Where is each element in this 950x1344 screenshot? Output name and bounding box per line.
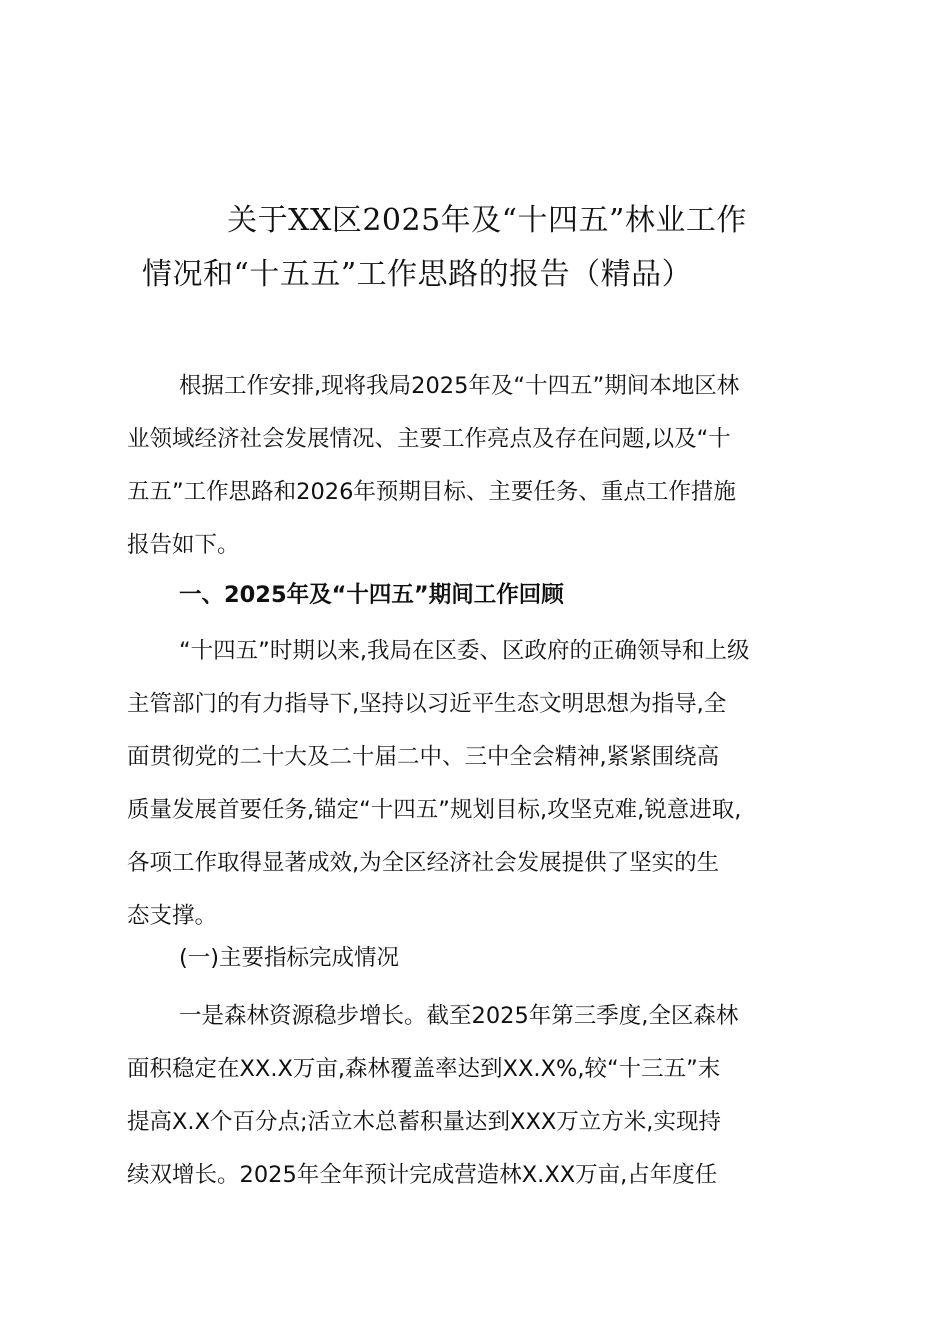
paragraph-line: 面积稳定在XX.X万亩,森林覆盖率达到XX.X%,较“十三五”末 (127, 1056, 721, 1082)
paragraph-line: 五五”工作思路和2026年预期目标、主要任务、重点工作措施 (127, 479, 736, 505)
paragraph-line: 报告如下。 (127, 532, 240, 558)
paragraph-line: “十四五”时期以来,我局在区委、区政府的正确领导和上级 (179, 638, 750, 664)
intro-paragraph (127, 360, 827, 572)
review-paragraph (127, 625, 827, 943)
forest-paragraph (127, 990, 827, 1202)
subsection-heading: (一)主要指标完成情况 (179, 945, 400, 971)
paragraph-line: 根据工作安排,现将我局2025年及“十四五”期间本地区林 (179, 373, 740, 399)
section-heading: 一、2025年及“十四五”期间工作回顾 (179, 582, 564, 608)
document-title-line-1: 关于XX区2025年及“十四五”林业工作 (227, 203, 747, 238)
paragraph-line: 续双增长。2025年全年预计完成营造林X.XX万亩,占年度任 (127, 1162, 718, 1188)
paragraph-line: 面贯彻党的二十大及二十届二中、三中全会精神,紧紧围绕高 (127, 744, 720, 770)
document-title-line-2: 情况和“十五五”工作思路的报告（精品） (142, 257, 693, 292)
paragraph-line: 态支撑。 (127, 903, 218, 929)
paragraph-line: 各项工作取得显著成效,为全区经济社会发展提供了坚实的生 (127, 850, 720, 876)
paragraph-line: 业领域经济社会发展情况、主要工作亮点及存在问题,以及“十 (127, 426, 731, 452)
paragraph-line: 质量发展首要任务,锚定“十四五”规划目标,攻坚克难,锐意进取, (127, 797, 742, 823)
paragraph-line: 主管部门的有力指导下,坚持以习近平生态文明思想为指导,全 (127, 691, 727, 717)
paragraph-line: 一是森林资源稳步增长。截至2025年第三季度,全区森林 (179, 1003, 739, 1029)
paragraph-line: 提高X.X个百分点;活立木总蓄积量达到XXX万立方米,实现持 (127, 1109, 721, 1135)
